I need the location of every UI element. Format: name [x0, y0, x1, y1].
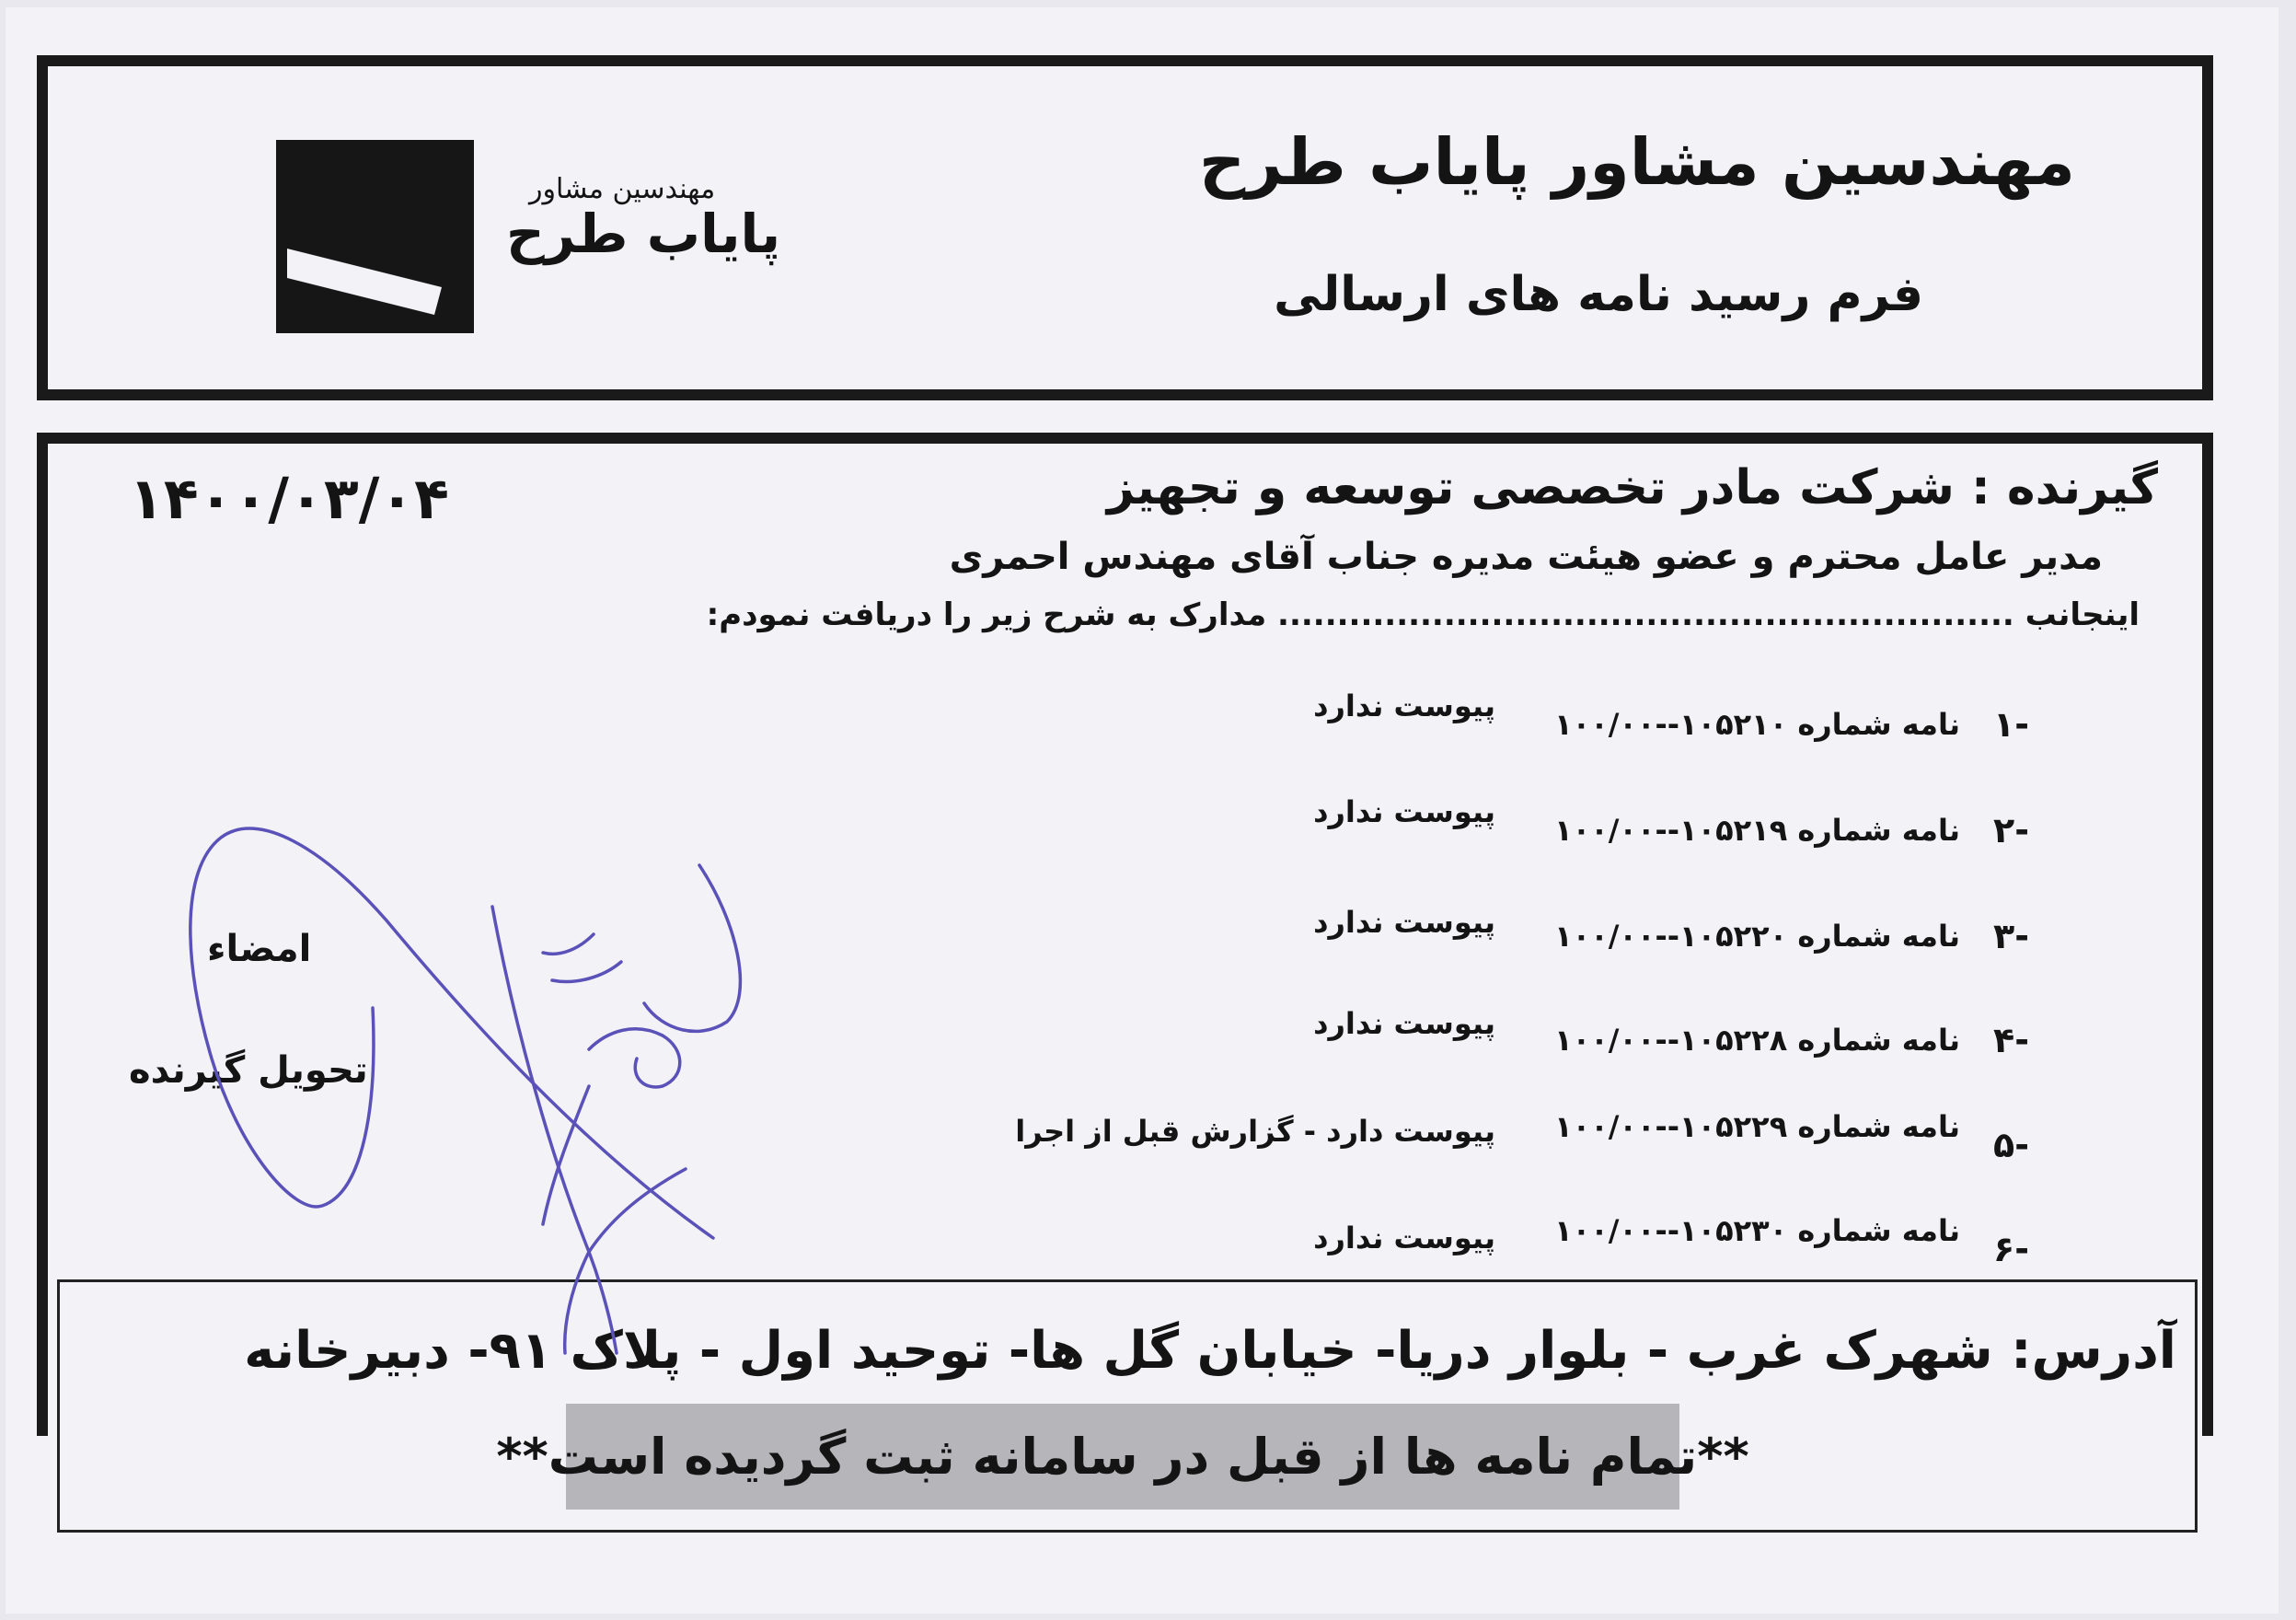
company-logo-icon: [276, 140, 474, 333]
receipt-statement: اینجانب .............................................................. مدارک به شرح زیر را دریافت نمودم:: [706, 596, 2140, 633]
delivery-recipient-label: تحویل گیرنده: [129, 1049, 368, 1092]
item-attachment: پیوست دارد - گزارش قبل از اجرا: [1015, 1114, 1495, 1149]
recipient-line: گیرنده : شرکت مادر تخصصی توسعه و تجهیز: [1106, 460, 2158, 515]
item-attachment: پیوست ندارد: [1313, 1006, 1495, 1041]
document-date: ۱۴۰۰/۰۳/۰۴: [129, 465, 450, 532]
registration-notice-banner: **تمام نامه ها از قبل در سامانه ثبت گردیده است**: [566, 1404, 1679, 1510]
item-number: ۳-: [1993, 916, 2029, 956]
salutation-line: مدیر عامل محترم و عضو هیئت مدیره جناب آقای مهندس احمری: [949, 536, 2103, 578]
item-letter: نامه شماره ۱۰۵۲۲۹--۱۰۰/۰۰: [1554, 1109, 1960, 1144]
item-attachment: پیوست ندارد: [1313, 688, 1495, 723]
item-number: ۴-: [1993, 1020, 2029, 1060]
item-letter: نامه شماره ۱۰۵۲۳۰--۱۰۰/۰۰: [1554, 1213, 1960, 1248]
logo-subtitle: مهندسین مشاور: [529, 173, 716, 205]
item-letter: نامه شماره ۱۰۵۲۱۹--۱۰۰/۰۰: [1554, 813, 1960, 848]
item-attachment: پیوست ندارد: [1313, 905, 1495, 940]
item-number: ۵-: [1993, 1125, 2029, 1165]
address-line: آدرس: شهرک غرب - بلوار دریا- خیابان گل ها- توحید اول - پلاک ۹۱- دبیرخانه: [244, 1321, 2176, 1381]
item-letter: نامه شماره ۱۰۵۲۲۰--۱۰۰/۰۰: [1554, 919, 1960, 954]
item-number: ۶-: [1993, 1229, 2029, 1269]
signature-label: امضاء: [207, 928, 312, 970]
item-attachment: پیوست ندارد: [1313, 1221, 1495, 1256]
item-number: ۲-: [1993, 810, 2029, 850]
item-letter: نامه شماره ۱۰۵۲۱۰--۱۰۰/۰۰: [1554, 707, 1960, 742]
item-number: ۱-: [1993, 704, 2029, 745]
form-title: فرم رسید نامه های ارسالی: [1274, 267, 1923, 322]
item-letter: نامه شماره ۱۰۵۲۲۸--۱۰۰/۰۰: [1554, 1023, 1960, 1058]
logo-name: پایاب طرح: [506, 202, 781, 265]
item-attachment: پیوست ندارد: [1313, 794, 1495, 829]
company-title: مهندسین مشاور پایاب طرح: [1198, 124, 2075, 200]
